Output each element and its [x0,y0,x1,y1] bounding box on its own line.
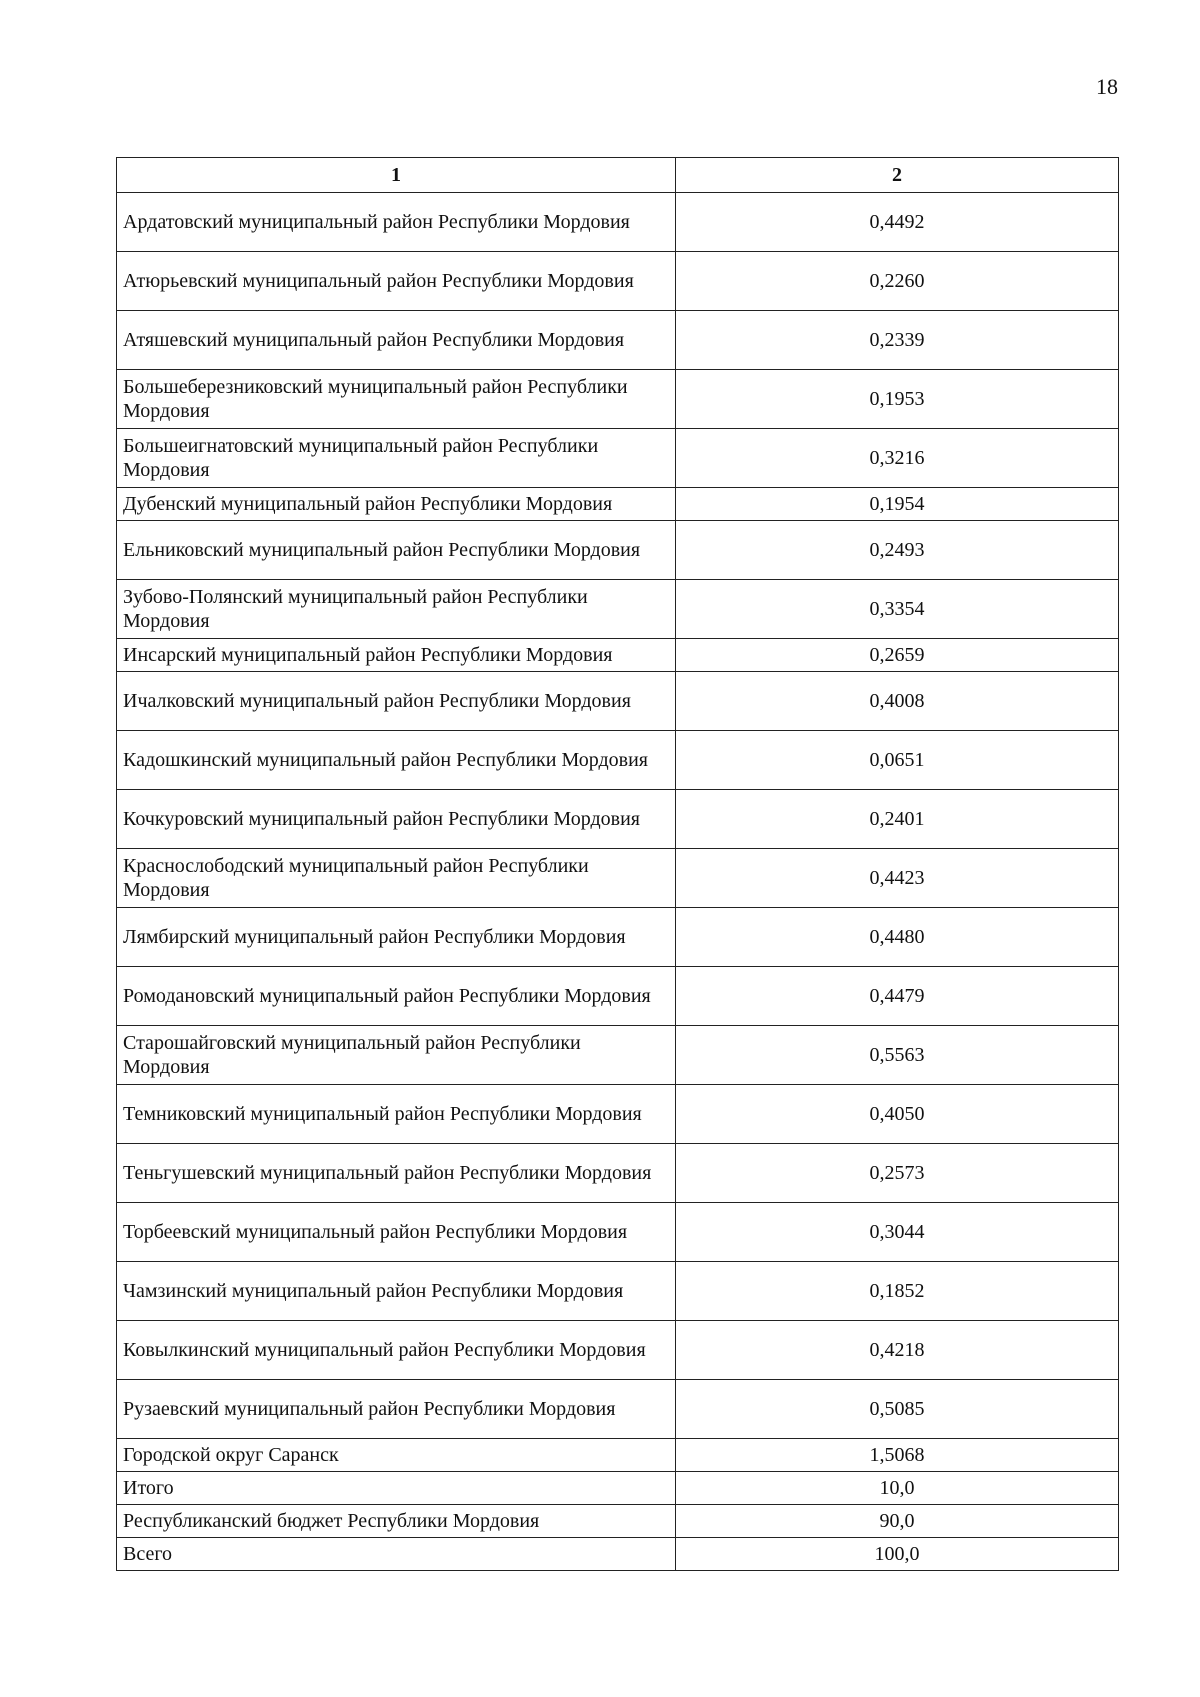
row-name: Большеберезниковский муниципальный район Республики Мордовия [117,370,676,429]
row-value: 0,4480 [676,908,1119,967]
table-row [117,790,1119,849]
table-row-republican-budget [117,1505,1119,1538]
table-row [117,429,1119,488]
row-value: 10,0 [676,1472,1119,1505]
row-name: Всего [117,1538,676,1571]
row-name: Лямбирский муниципальный район Республики Мордовия [117,908,676,967]
row-name: Городской округ Саранск [117,1439,676,1472]
row-value: 0,5563 [676,1026,1119,1085]
table-row [117,1439,1119,1472]
row-value: 0,2659 [676,639,1119,672]
row-name: Республиканский бюджет Республики Мордовия [117,1505,676,1538]
column-header-2: 2 [676,158,1119,193]
table-row [117,731,1119,790]
row-value: 0,1852 [676,1262,1119,1321]
row-value: 0,0651 [676,731,1119,790]
column-header-1: 1 [117,158,676,193]
table-row [117,193,1119,252]
row-value: 0,2260 [676,252,1119,311]
table-row [117,521,1119,580]
table-row [117,1026,1119,1085]
table-row-total [117,1472,1119,1505]
table-row [117,1144,1119,1203]
row-name: Зубово-Полянский муниципальный район Республики Мордовия [117,580,676,639]
row-value: 0,2401 [676,790,1119,849]
row-value: 0,4492 [676,193,1119,252]
row-name: Атюрьевский муниципальный район Республики Мордовия [117,252,676,311]
table-row [117,1262,1119,1321]
row-name: Краснослободский муниципальный район Республики Мордовия [117,849,676,908]
row-value: 0,3354 [676,580,1119,639]
table-row [117,1321,1119,1380]
row-value: 100,0 [676,1538,1119,1571]
allocation-table [116,157,1119,1571]
row-name: Ардатовский муниципальный район Республики Мордовия [117,193,676,252]
row-value: 90,0 [676,1505,1119,1538]
row-name: Рузаевский муниципальный район Республики Мордовия [117,1380,676,1439]
table-row [117,1085,1119,1144]
row-name: Дубенский муниципальный район Республики Мордовия [117,488,676,521]
row-name: Старошайговский муниципальный район Республики Мордовия [117,1026,676,1085]
row-value: 0,4008 [676,672,1119,731]
row-value: 0,2493 [676,521,1119,580]
row-value: 0,3044 [676,1203,1119,1262]
row-name: Ельниковский муниципальный район Республики Мордовия [117,521,676,580]
row-value: 0,2339 [676,311,1119,370]
row-name: Большеигнатовский муниципальный район Республики Мордовия [117,429,676,488]
table-row [117,370,1119,429]
table-row [117,639,1119,672]
table-row [117,488,1119,521]
row-name: Итого [117,1472,676,1505]
row-value: 0,3216 [676,429,1119,488]
table-row [117,849,1119,908]
table-header-row [117,158,1119,193]
row-name: Темниковский муниципальный район Республики Мордовия [117,1085,676,1144]
table-row [117,580,1119,639]
row-name: Кадошкинский муниципальный район Республики Мордовия [117,731,676,790]
row-name: Чамзинский муниципальный район Республики Мордовия [117,1262,676,1321]
row-name: Ромодановский муниципальный район Республики Мордовия [117,967,676,1026]
row-value: 0,1953 [676,370,1119,429]
table-row [117,311,1119,370]
table-row [117,1203,1119,1262]
row-value: 0,4050 [676,1085,1119,1144]
row-name: Инсарский муниципальный район Республики Мордовия [117,639,676,672]
row-value: 0,4423 [676,849,1119,908]
row-value: 0,2573 [676,1144,1119,1203]
table-row [117,1380,1119,1439]
row-value: 0,1954 [676,488,1119,521]
row-value: 1,5068 [676,1439,1119,1472]
page-number: 18 [1096,74,1118,99]
row-name: Атяшевский муниципальный район Республики Мордовия [117,311,676,370]
row-name: Кочкуровский муниципальный район Республики Мордовия [117,790,676,849]
table-row [117,672,1119,731]
row-name: Теньгушевский муниципальный район Республики Мордовия [117,1144,676,1203]
row-name: Ковылкинский муниципальный район Республики Мордовия [117,1321,676,1380]
table-row [117,908,1119,967]
table-row [117,252,1119,311]
row-name: Ичалковский муниципальный район Республики Мордовия [117,672,676,731]
row-value: 0,5085 [676,1380,1119,1439]
row-name: Торбеевский муниципальный район Республики Мордовия [117,1203,676,1262]
row-value: 0,4479 [676,967,1119,1026]
table-row [117,967,1119,1026]
table-row-grand-total [117,1538,1119,1571]
row-value: 0,4218 [676,1321,1119,1380]
